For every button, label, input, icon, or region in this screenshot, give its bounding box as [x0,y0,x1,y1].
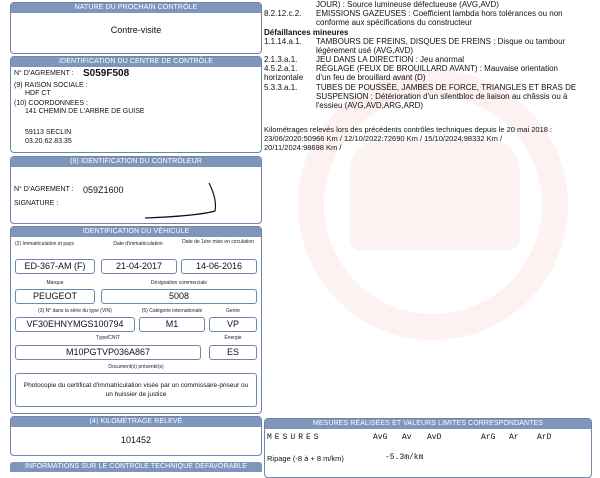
mileage-value: 101452 [120,435,152,445]
measures-col-av: Av [402,433,412,442]
controller-agrement-value: 059Z1600 [83,185,124,195]
brand-value: PEUGEOT [15,289,95,304]
center-raison-label: (9) RAISON SOCIALE : [14,82,88,89]
minor-defect-cont: l'essieu (AVG,AVD,ARG,ARD) [316,101,424,110]
reg-label: (2) Immatriculation et pays [15,241,74,247]
commercial-value: 5008 [101,289,257,304]
controller-box [10,156,262,224]
controller-agrement-label: N° D'AGREMENT : [14,186,74,193]
docs-value: Photocopie du certificat d'immatriculation visée par un commissaire-priseur ou un huissier de justice [15,373,257,407]
defect-line: 8.2.12.c.2. EMISSIONS GAZEUSES : Coefficient lambda hors tolérances ou non [264,9,563,18]
bottom-left-header: INFORMATIONS SUR LE CONTRÔLE TECHNIQUE DÉFAVORABLE [10,462,262,472]
first-date-value: 14-06-2016 [181,259,257,274]
ripage-value: -5.3m/km [385,453,424,462]
vehicle-box [10,226,262,414]
reg-value: ED-367-AM (F) [15,259,95,274]
docs-label: Document(s) présenté(s) [108,364,164,370]
center-agrement-value: S059F508 [83,68,130,79]
controller-signature [131,177,221,219]
category-value: M1 [139,317,205,332]
km-history-line: Kilométrages relevés lors des précédents contrôles techniques depuis le 20 mai 2018 : [264,125,553,134]
minor-defect: 5.3.3.a.1. TUBES DE POUSSÉE, JAMBES DE FORCE, TRIANGLES ET BRAS DE [264,83,577,92]
minor-defect-cont: légèrement usé (AVG,AVD) [316,46,414,55]
brand-label: Marque [46,280,64,286]
center-address-line1: 141 CHEMIN DE L'ARBRE DE GUISE [25,108,145,115]
minor-defect: 2.1.3.a.1. JEU DANS LA DIRECTION : Jeu anormal [264,55,465,64]
defect-line: conforme aux spécifications du constructeur [316,18,473,27]
first-date-label: Date de 1ère mise en circulation [182,239,254,245]
defects-section [264,0,594,150]
measures-header: MESURES RÉALISÉES ET VALEURS LIMITES CORRESPONDANTES [265,419,591,429]
genre-value: VP [209,317,257,332]
center-box [10,56,262,153]
type-label: Type/CNIT [96,335,120,341]
next-inspection-header: NATURE DU PROCHAIN CONTRÔLE [11,3,261,13]
ripage-label: Ripage (-8 à + 8 m/km) [267,454,344,463]
defect-line: JOUR) : Source lumineuse défectueuse (AVG,AVD) [316,0,499,9]
controller-header: (9) IDENTIFICATION DU CONTRÔLEUR [11,157,261,167]
center-header: IDENTIFICATION DU CENTRE DE CONTRÔLE [11,57,261,67]
measures-col-avd: AvD [427,433,442,442]
reg-date-label: Date d'immatriculation [113,241,163,247]
reg-date-value: 21-04-2017 [101,259,177,274]
energy-label: Énergie [224,335,242,341]
center-coord-label: (10) COORDONNEES : [14,100,88,107]
center-phone: 03.20.62.83.35 [25,138,72,145]
measures-title: MESURES [267,433,322,442]
vehicle-header: IDENTIFICATION DU VÉHICULE [11,227,261,237]
commercial-label: Désignation commerciale [150,280,208,286]
minor-defect: 4.5.2.a.1. RÉGLAGE (FEUX DE BROUILLARD AVANT) : Mauvaise orientation horizontale [264,64,559,82]
minor-defect-cont: d'un feu de brouillard avant (D) [316,73,426,82]
km-history-line: 23/06/2020:50966 Km / 12/10/2022:72690 Km / 15/10/2024:98332 Km / [264,134,503,143]
center-address-line2: 59113 SECLIN [25,129,72,136]
vin-value: VF30EHNYMGS100794 [15,317,135,332]
center-agrement-label: N° D'AGREMENT : [14,70,74,77]
controller-signature-label: SIGNATURE : [14,200,59,207]
measures-col-ard: ArD [537,433,552,442]
km-history-line: 20/11/2024:98698 Km / [264,143,342,152]
mileage-header: (4) KILOMÉTRAGE RELEVÉ [11,417,261,427]
next-inspection-value: Contre-visite [110,25,162,35]
measures-col-arg: ArG [481,433,496,442]
vin-label: (3) N° dans la série du type (VIN) [38,308,112,314]
measures-col-avg: AvG [373,433,388,442]
category-label: (5) Catégorie internationale [141,308,203,314]
minor-defect: 1.1.14.a.1. TAMBOURS DE FREINS, DISQUES DE FREINS : Disque ou tambour [264,37,566,46]
watermark-car-icon [350,140,520,250]
energy-value: ES [209,345,257,360]
measures-col-ar: Ar [509,433,519,442]
measures-box [264,418,592,478]
minor-defect-cont: SUSPENSION : Détérioration d'un silentbloc de liaison au châssis ou à [316,92,568,101]
genre-label: Genre [226,308,240,314]
center-raison-value: HDF CT [25,90,51,97]
mileage-box [10,416,262,456]
type-value: M10PGTVP036A867 [15,345,201,360]
next-inspection-box [10,2,262,54]
minor-title: Défaillances mineures [264,28,349,37]
